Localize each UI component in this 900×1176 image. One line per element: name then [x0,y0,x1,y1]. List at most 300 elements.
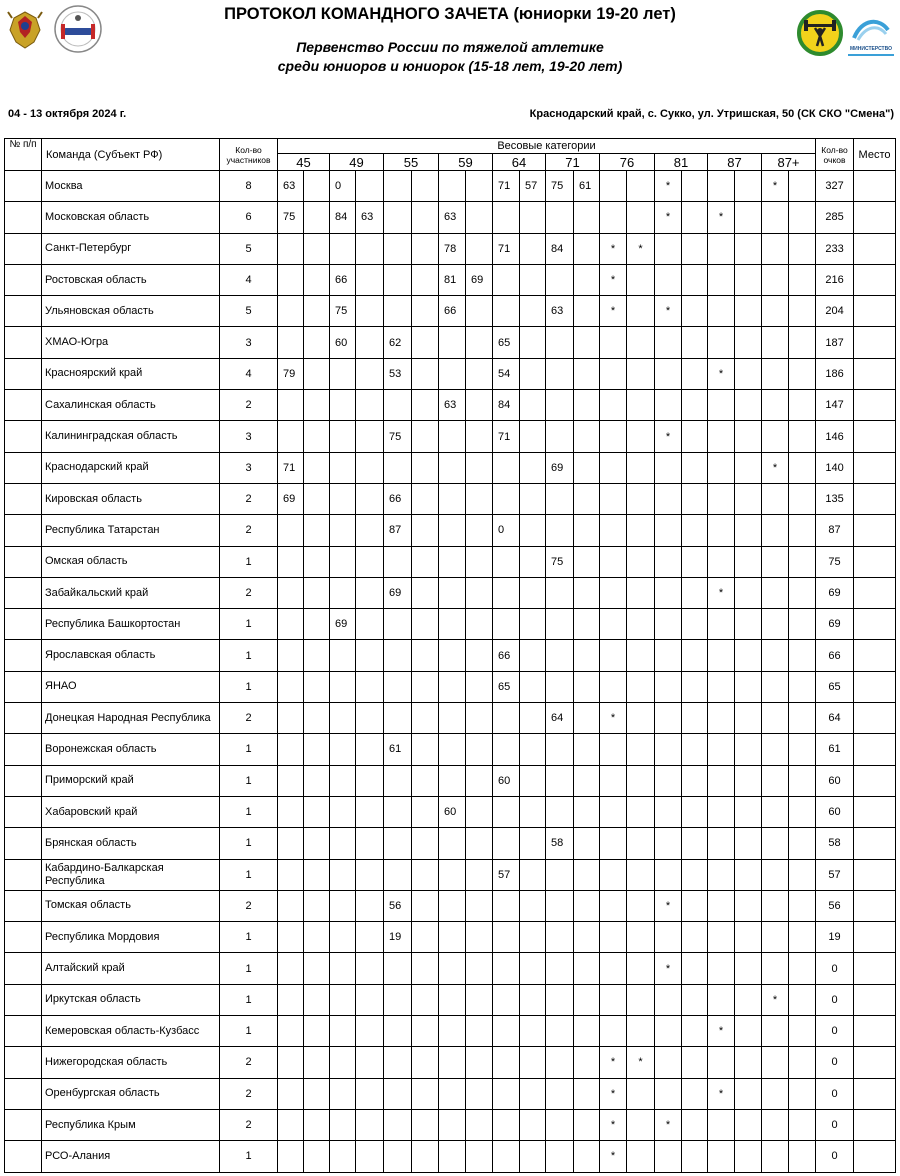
score-cell [627,765,655,796]
place-cell [854,264,896,295]
competition-subtitle [150,38,750,76]
score-cell [466,984,493,1015]
score-cell [762,671,789,702]
score-cell [600,890,627,921]
score-cell [627,890,655,921]
score-cell: 58 [546,828,574,859]
score-cell [789,734,816,765]
place-cell [854,1109,896,1140]
score-cell [708,984,735,1015]
score-cell [600,796,627,827]
score-cell [493,296,520,327]
score-cell [304,640,330,671]
score-cell [546,327,574,358]
table-row [5,327,896,358]
points-cell: 57 [816,859,854,890]
table-row [5,264,896,295]
score-cell [278,1078,304,1109]
score-cell [520,953,546,984]
score-cell: 60 [330,327,356,358]
score-cell [278,609,304,640]
score-cell [762,233,789,264]
score-cell [412,828,439,859]
score-cell [762,264,789,295]
row-number-cell [5,577,42,608]
table-row [5,483,896,514]
participants-count-cell: 1 [220,765,278,796]
participants-count-cell: 6 [220,202,278,233]
score-cell [493,922,520,953]
points-cell: 60 [816,765,854,796]
score-cell [439,452,466,483]
score-cell [356,1109,384,1140]
score-cell [412,1141,439,1172]
score-cell [682,703,708,734]
score-cell [412,765,439,796]
score-cell [439,828,466,859]
table-row [5,890,896,921]
place-cell [854,483,896,514]
score-cell [330,734,356,765]
score-cell [330,1047,356,1078]
score-cell [546,671,574,702]
score-cell: 60 [493,765,520,796]
score-cell [439,984,466,1015]
score-cell: 56 [384,890,412,921]
team-name-cell: Оренбургская область [42,1078,220,1109]
table-row [5,1016,896,1047]
score-cell [466,483,493,514]
table-row [5,390,896,421]
score-cell: * [762,171,789,202]
score-cell [493,828,520,859]
score-cell: 69 [384,577,412,608]
team-name-cell: Ярославская область [42,640,220,671]
score-cell [520,671,546,702]
score-cell [762,953,789,984]
participants-count-cell: 5 [220,233,278,264]
score-cell [520,1047,546,1078]
place-cell [854,984,896,1015]
place-cell [854,515,896,546]
score-cell [627,796,655,827]
score-cell [439,483,466,514]
score-cell: * [655,202,682,233]
score-cell [682,922,708,953]
score-cell [574,703,600,734]
score-cell: 69 [330,609,356,640]
score-cell [278,859,304,890]
score-cell [789,1016,816,1047]
score-cell [627,640,655,671]
score-cell [789,577,816,608]
weight-category-header: 87+ [762,154,816,171]
score-cell [762,483,789,514]
document-header [0,0,900,100]
participants-count-cell: 1 [220,859,278,890]
score-cell [330,703,356,734]
points-cell: 65 [816,671,854,702]
team-name-cell: Кабардино-Балкарская Республика [42,859,220,890]
score-cell [735,327,762,358]
score-cell [466,1141,493,1172]
points-cell: 69 [816,577,854,608]
score-cell [493,890,520,921]
points-cell: 19 [816,922,854,953]
col-header-number: № п/п [5,139,42,171]
score-cell [682,828,708,859]
subtitle-line-1: Первенство России по тяжелой атлетике [296,39,604,55]
team-name-cell: Нижегородская область [42,1047,220,1078]
score-cell [439,1141,466,1172]
participants-count-cell: 2 [220,1109,278,1140]
score-cell: 87 [384,515,412,546]
col-header-points: Кол-во очков [816,139,854,171]
score-cell [627,515,655,546]
score-cell: 65 [493,671,520,702]
place-cell [854,202,896,233]
team-name-cell: Москва [42,171,220,202]
table-row [5,859,896,890]
score-cell [574,984,600,1015]
score-cell [330,796,356,827]
score-cell [655,859,682,890]
score-cell [412,577,439,608]
score-cell [682,483,708,514]
score-cell: 75 [546,171,574,202]
score-cell: 66 [330,264,356,295]
score-cell [304,953,330,984]
score-cell [655,452,682,483]
score-cell [682,765,708,796]
score-cell [546,1047,574,1078]
score-cell [439,953,466,984]
score-cell [574,483,600,514]
team-name-cell: Московская область [42,202,220,233]
score-cell [708,953,735,984]
score-cell [520,1109,546,1140]
score-cell: 0 [493,515,520,546]
score-cell [278,984,304,1015]
row-number-cell [5,233,42,264]
score-cell [278,577,304,608]
score-cell [789,390,816,421]
row-number-cell [5,264,42,295]
score-cell: 69 [278,483,304,514]
place-cell [854,734,896,765]
score-cell [278,1047,304,1078]
score-cell [789,1109,816,1140]
score-cell [789,765,816,796]
score-cell [384,296,412,327]
team-name-cell: Республика Крым [42,1109,220,1140]
score-cell [520,922,546,953]
score-cell [356,828,384,859]
score-cell: 66 [384,483,412,514]
score-cell [735,828,762,859]
score-cell [600,546,627,577]
team-name-cell: Забайкальский край [42,577,220,608]
weight-category-header: 64 [493,154,546,171]
score-cell [330,1078,356,1109]
score-cell [520,358,546,389]
participants-count-cell: 5 [220,296,278,327]
score-cell [789,640,816,671]
score-cell: 84 [493,390,520,421]
weight-category-header: 71 [546,154,600,171]
score-cell [466,1016,493,1047]
score-cell [493,953,520,984]
team-name-cell: Хабаровский край [42,796,220,827]
score-cell: * [627,233,655,264]
score-cell [600,390,627,421]
score-cell [600,327,627,358]
score-cell [356,890,384,921]
points-cell: 61 [816,734,854,765]
points-cell: 147 [816,390,854,421]
score-cell [330,358,356,389]
score-cell [493,546,520,577]
score-cell: 69 [466,264,493,295]
score-cell [708,890,735,921]
score-cell [356,1141,384,1172]
score-cell [356,609,384,640]
row-number-cell [5,890,42,921]
score-cell [682,202,708,233]
score-cell [412,734,439,765]
points-cell: 64 [816,703,854,734]
score-cell: * [708,1016,735,1047]
score-cell [412,922,439,953]
score-cell [466,828,493,859]
score-cell [600,483,627,514]
score-cell [546,1141,574,1172]
score-cell [682,296,708,327]
row-number-cell [5,202,42,233]
score-cell [466,609,493,640]
score-cell [304,1016,330,1047]
score-cell: 71 [493,171,520,202]
score-cell [682,264,708,295]
score-cell [493,984,520,1015]
score-cell [574,828,600,859]
score-cell [384,796,412,827]
score-cell [384,671,412,702]
score-cell [330,1016,356,1047]
score-cell [627,327,655,358]
score-cell [655,1016,682,1047]
score-cell [762,327,789,358]
score-cell [600,828,627,859]
participants-count-cell: 4 [220,264,278,295]
score-cell [304,1141,330,1172]
score-cell [412,703,439,734]
score-cell [412,796,439,827]
score-cell [708,264,735,295]
place-cell [854,1016,896,1047]
score-cell [466,515,493,546]
score-cell [574,1109,600,1140]
score-cell [600,640,627,671]
score-cell [735,703,762,734]
score-cell [304,734,330,765]
score-cell: * [655,890,682,921]
points-cell: 285 [816,202,854,233]
protocol-title: ПРОТОКОЛ КОМАНДНОГО ЗАЧЕТА (юниорки 19-20 лет) [224,5,676,23]
score-cell [735,358,762,389]
points-cell: 0 [816,1109,854,1140]
score-cell [708,671,735,702]
score-cell [762,922,789,953]
score-cell [627,546,655,577]
score-cell [574,1016,600,1047]
team-name-cell: Республика Башкортостан [42,609,220,640]
row-number-cell [5,452,42,483]
score-cell [789,264,816,295]
score-cell [627,1141,655,1172]
score-cell [412,296,439,327]
table-row [5,171,896,202]
score-cell [278,1109,304,1140]
team-name-cell: Брянская область [42,828,220,859]
row-number-cell [5,984,42,1015]
score-cell: 71 [278,452,304,483]
team-name-cell: Сахалинская область [42,390,220,421]
place-cell [854,546,896,577]
score-cell [546,390,574,421]
weight-category-header: 55 [384,154,439,171]
score-cell [708,640,735,671]
score-cell: * [762,984,789,1015]
row-number-cell [5,828,42,859]
participants-count-cell: 2 [220,1047,278,1078]
score-cell [439,515,466,546]
score-cell [356,390,384,421]
score-cell [708,734,735,765]
place-cell [854,765,896,796]
place-cell [854,796,896,827]
score-cell [789,984,816,1015]
score-cell: 0 [330,171,356,202]
score-cell [789,1078,816,1109]
score-cell [278,890,304,921]
score-cell [735,671,762,702]
row-number-cell [5,358,42,389]
score-cell [735,922,762,953]
score-cell [412,171,439,202]
score-cell [356,1016,384,1047]
score-cell [789,922,816,953]
score-cell: 53 [384,358,412,389]
score-cell [574,734,600,765]
score-cell [789,671,816,702]
score-cell [762,390,789,421]
participants-count-cell: 1 [220,734,278,765]
score-cell [466,796,493,827]
score-cell: 75 [278,202,304,233]
score-cell: 19 [384,922,412,953]
score-cell [600,1016,627,1047]
score-cell [466,1047,493,1078]
score-cell [304,421,330,452]
score-cell [412,358,439,389]
score-cell [330,515,356,546]
participants-count-cell: 3 [220,327,278,358]
score-cell [735,390,762,421]
row-number-cell [5,515,42,546]
score-cell [466,327,493,358]
score-cell: 84 [546,233,574,264]
score-cell [574,859,600,890]
points-cell: 0 [816,1078,854,1109]
place-cell [854,577,896,608]
participants-count-cell: 1 [220,984,278,1015]
score-cell [708,327,735,358]
score-cell [600,734,627,765]
score-cell [627,577,655,608]
score-cell [789,327,816,358]
score-cell [789,890,816,921]
score-cell [708,452,735,483]
participants-count-cell: 2 [220,483,278,514]
score-cell [682,327,708,358]
score-cell [546,1078,574,1109]
score-cell [627,390,655,421]
score-cell [574,922,600,953]
score-cell [356,765,384,796]
score-cell [412,202,439,233]
team-name-cell: Приморский край [42,765,220,796]
score-cell [439,358,466,389]
score-cell [574,296,600,327]
score-cell [762,358,789,389]
points-cell: 0 [816,984,854,1015]
score-cell [600,358,627,389]
score-cell [466,202,493,233]
score-cell [762,828,789,859]
weight-category-header: 49 [330,154,384,171]
row-number-cell [5,609,42,640]
score-cell [439,421,466,452]
ministry-logo-caption: МИНИСТЕРСТВО [850,46,892,52]
points-cell: 146 [816,421,854,452]
score-cell [600,922,627,953]
score-cell [708,859,735,890]
score-cell [384,1141,412,1172]
score-cell: 75 [330,296,356,327]
score-cell: 79 [278,358,304,389]
score-cell [574,953,600,984]
score-cell [546,1109,574,1140]
participants-count-cell: 4 [220,358,278,389]
score-cell: 75 [546,546,574,577]
score-cell: * [655,1109,682,1140]
score-cell [330,640,356,671]
score-cell [762,1047,789,1078]
score-cell [304,765,330,796]
score-cell [278,703,304,734]
place-cell [854,452,896,483]
team-standings-table [4,138,896,1173]
score-cell [439,1109,466,1140]
score-cell: 57 [520,171,546,202]
col-header-weight-categories: Весовые категории [278,139,816,154]
score-cell [493,202,520,233]
score-cell [304,796,330,827]
weight-category-header: 76 [600,154,655,171]
score-cell [439,765,466,796]
weight-category-header: 81 [655,154,708,171]
